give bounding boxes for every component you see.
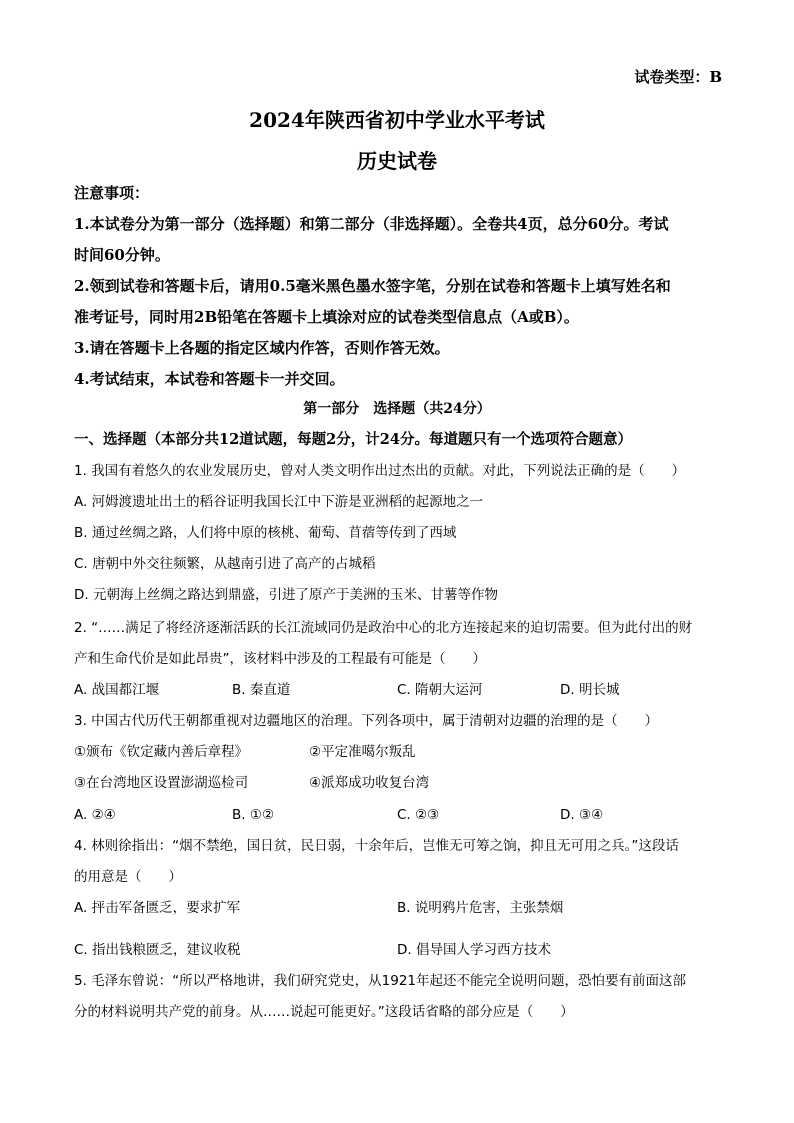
notice-heading: 注意事项： [74, 184, 150, 202]
notice-item-3: 3.请在答题卡上各题的指定区域内作答，否则作答无效。 [74, 339, 450, 357]
question-1-stem: 1. 我国有着悠久的农业发展历史，曾对人类文明作出过杰出的贡献。对此，下列说法正确的是（ ） [74, 463, 686, 479]
question-4-stem-cont: 的用意是（ ） [74, 869, 182, 885]
question-3-option-a: A. ②④ [74, 807, 116, 823]
question-3 [74, 706, 724, 737]
question-3-statement-1: ①颁布《钦定藏内善后章程》 [74, 744, 249, 760]
question-2-option-a: A. 战国都江堰 [74, 682, 160, 698]
question-2-option-c: C. 隋朝大运河 [397, 682, 483, 698]
question-4-option-c: C. 指出钱粮匮乏，建议收税 [74, 942, 241, 958]
question-4-option-a: A. 抨击军备匮乏，要求扩军 [74, 900, 241, 916]
notice-item-4: 4.考试结束，本试卷和答题卡一并交回。 [74, 370, 345, 388]
question-4-stem: 4. 林则徐指出：“烟不禁绝，国日贫，民日弱，十余年后，岂惟无可筹之饷，抑且无可用之兵。”这段话 [74, 838, 679, 854]
question-3-option-d: D. ③④ [560, 807, 604, 823]
notice-item-1-cont: 时间60分钟。 [74, 246, 170, 264]
question-1-option-a: A. 河姆渡遗址出土的稻谷证明我国长江中下游是亚洲稻的起源地之一 [74, 494, 484, 510]
question-4-option-b: B. 说明鸦片危害，主张禁烟 [397, 900, 564, 916]
question-5 [74, 966, 724, 1028]
question-1-option-c: C. 唐朝中外交往频繁，从越南引进了高产的占城稻 [74, 556, 376, 572]
question-3-statement-2: ②平定准噶尔叛乱 [309, 744, 416, 760]
question-4-options-row-1 [74, 893, 724, 924]
question-4 [74, 831, 724, 893]
question-3-statements-row-2 [74, 768, 724, 799]
exam-title: 2024年陕西省初中学业水平考试 [249, 108, 545, 132]
question-1-option-b: B. 通过丝绸之路，人们将中原的核桃、葡萄、苜蓿等传到了西域 [74, 525, 457, 541]
question-3-stem: 3. 中国古代历代王朝都重视对边疆地区的治理。下列各项中，属于清朝对边疆的治理的是（ ） [74, 713, 659, 729]
exam-subject: 历史试卷 [357, 149, 437, 173]
question-4-options-row-2 [74, 935, 724, 966]
question-3-statements-row-1 [74, 737, 724, 768]
question-2-option-d: D. 明长城 [560, 682, 620, 698]
question-4-option-d: D. 倡导国人学习西方技术 [397, 942, 551, 958]
question-3-option-c: C. ②③ [397, 807, 440, 823]
question-2-stem-cont: 产和生命代价是如此昂贵”，该材料中涉及的工程最有可能是（ ） [74, 651, 486, 667]
section-one-heading: 一、选择题（本部分共12道试题，每题2分，计24分。每道题只有一个选项符合题意） [74, 431, 632, 448]
question-5-stem-cont: 分的材料说明共产党的前身。从……说起可能更好。”这段话省略的部分应是（ ） [74, 1004, 574, 1020]
question-2-option-b: B. 秦直道 [232, 682, 291, 698]
question-2 [74, 613, 724, 675]
question-3-option-b: B. ①② [232, 807, 275, 823]
question-1 [74, 456, 724, 611]
question-5-stem: 5. 毛泽东曾说：“所以严格地讲，我们研究党史，从1921年起还不能完全说明问题，恐怕要有前面这部 [74, 973, 687, 989]
question-2-stem: 2. “……满足了将经济逐渐活跃的长江流域同仍是政治中心的北方连接起来的迫切需要。但为此付出的财 [74, 620, 693, 636]
question-3-statement-4: ④派郑成功收复台湾 [309, 775, 430, 791]
question-2-options [74, 675, 724, 706]
notice-block [74, 178, 722, 395]
notice-item-1: 1.本试卷分为第一部分（选择题）和第二部分（非选择题）。全卷共4页，总分60分。考试 [74, 215, 669, 233]
question-1-option-d: D. 元朝海上丝绸之路达到鼎盛，引进了原产于美洲的玉米、甘薯等作物 [74, 587, 498, 603]
question-3-options [74, 800, 724, 831]
paper-type-label: 试卷类型：B [634, 68, 722, 86]
notice-item-2: 2.领到试卷和答题卡后，请用0.5毫米黑色墨水签字笔，分别在试卷和答题卡上填写姓名和 [74, 277, 671, 295]
question-3-statement-3: ③在台湾地区设置澎湖巡检司 [74, 775, 249, 791]
part-one-heading: 第一部分 选择题（共24分） [303, 401, 491, 417]
notice-item-2-cont: 准考证号，同时用2B铅笔在答题卡上填涂对应的试卷类型信息点（A或B）。 [74, 308, 579, 326]
